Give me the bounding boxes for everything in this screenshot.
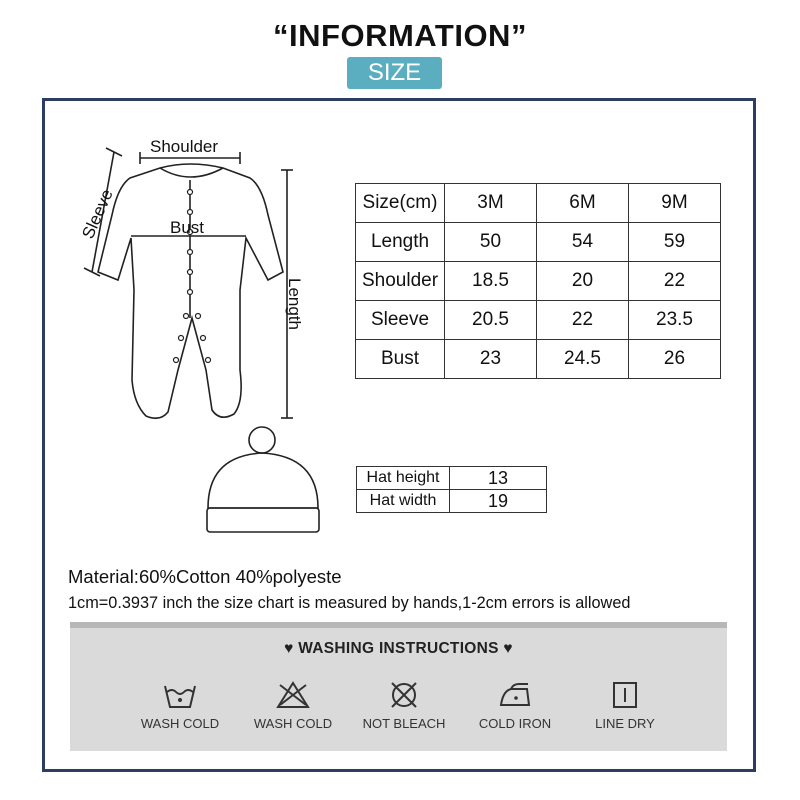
wash-item (455, 680, 575, 731)
length-label: Length (285, 278, 304, 330)
wash-label: WASH COLD (140, 716, 220, 731)
washing-panel (70, 622, 727, 751)
table-cell: 20 (537, 262, 629, 301)
table-row (356, 223, 721, 262)
shoulder-label: Shoulder (150, 137, 219, 156)
table-header-cell: Size(cm) (356, 184, 445, 223)
bust-label: Bust (170, 218, 205, 237)
wash-item (565, 680, 685, 731)
table-cell: Shoulder (356, 262, 445, 301)
hat-outline (208, 453, 318, 508)
measurement-note: 1cm=0.3937 inch the size chart is measured by hands,1-2cm errors is allowed (68, 594, 631, 612)
romper-diagram (60, 120, 320, 560)
table-cell: 22 (629, 262, 721, 301)
not-bleach-icon (387, 680, 421, 710)
wash-item (120, 680, 240, 731)
table-cell: 23 (445, 340, 537, 379)
table-cell: 54 (537, 223, 629, 262)
wash-cold-icon (163, 680, 197, 710)
washing-title: ♥ WASHING INSTRUCTIONS ♥ (284, 640, 513, 657)
no-tumble-dry-icon (275, 680, 311, 710)
table-cell: Hat width (357, 490, 450, 513)
table-row (357, 490, 547, 513)
material-text: Material:60%Cotton 40%polyeste (68, 566, 342, 587)
table-cell: 13 (450, 467, 547, 490)
wash-label: LINE DRY (595, 716, 655, 731)
table-cell: Length (356, 223, 445, 262)
cold-iron-icon (497, 680, 533, 710)
table-row (356, 262, 721, 301)
table-cell: 20.5 (445, 301, 537, 340)
table-cell: 26 (629, 340, 721, 379)
wash-item (233, 680, 353, 731)
hat-brim (207, 508, 319, 532)
wash-label: COLD IRON (478, 716, 552, 731)
line-dry-icon (610, 680, 640, 710)
sleeve-label: Sleeve (78, 186, 117, 242)
collar (160, 168, 223, 177)
table-cell: Hat height (357, 467, 450, 490)
hat-pompom (249, 427, 275, 453)
table-cell: 22 (537, 301, 629, 340)
wash-item (344, 680, 464, 731)
table-cell: 23.5 (629, 301, 721, 340)
size-table (355, 183, 721, 379)
table-cell: 19 (450, 490, 547, 513)
table-header-cell: 6M (537, 184, 629, 223)
size-table-header (356, 184, 721, 223)
wash-label: NOT BLEACH (362, 716, 446, 731)
washing-panel-stripe (70, 622, 727, 628)
table-header-cell: 9M (629, 184, 721, 223)
hat-table (356, 466, 547, 513)
table-cell: Bust (356, 340, 445, 379)
table-row (356, 340, 721, 379)
table-cell: 59 (629, 223, 721, 262)
page-title: “INFORMATION” (273, 18, 527, 53)
table-cell: 18.5 (445, 262, 537, 301)
wash-label: WASH COLD (253, 716, 333, 731)
table-row (356, 301, 721, 340)
table-cell: Sleeve (356, 301, 445, 340)
table-cell: 24.5 (537, 340, 629, 379)
table-header-cell: 3M (445, 184, 537, 223)
table-row (357, 467, 547, 490)
size-badge: SIZE (347, 57, 442, 89)
table-cell: 50 (445, 223, 537, 262)
